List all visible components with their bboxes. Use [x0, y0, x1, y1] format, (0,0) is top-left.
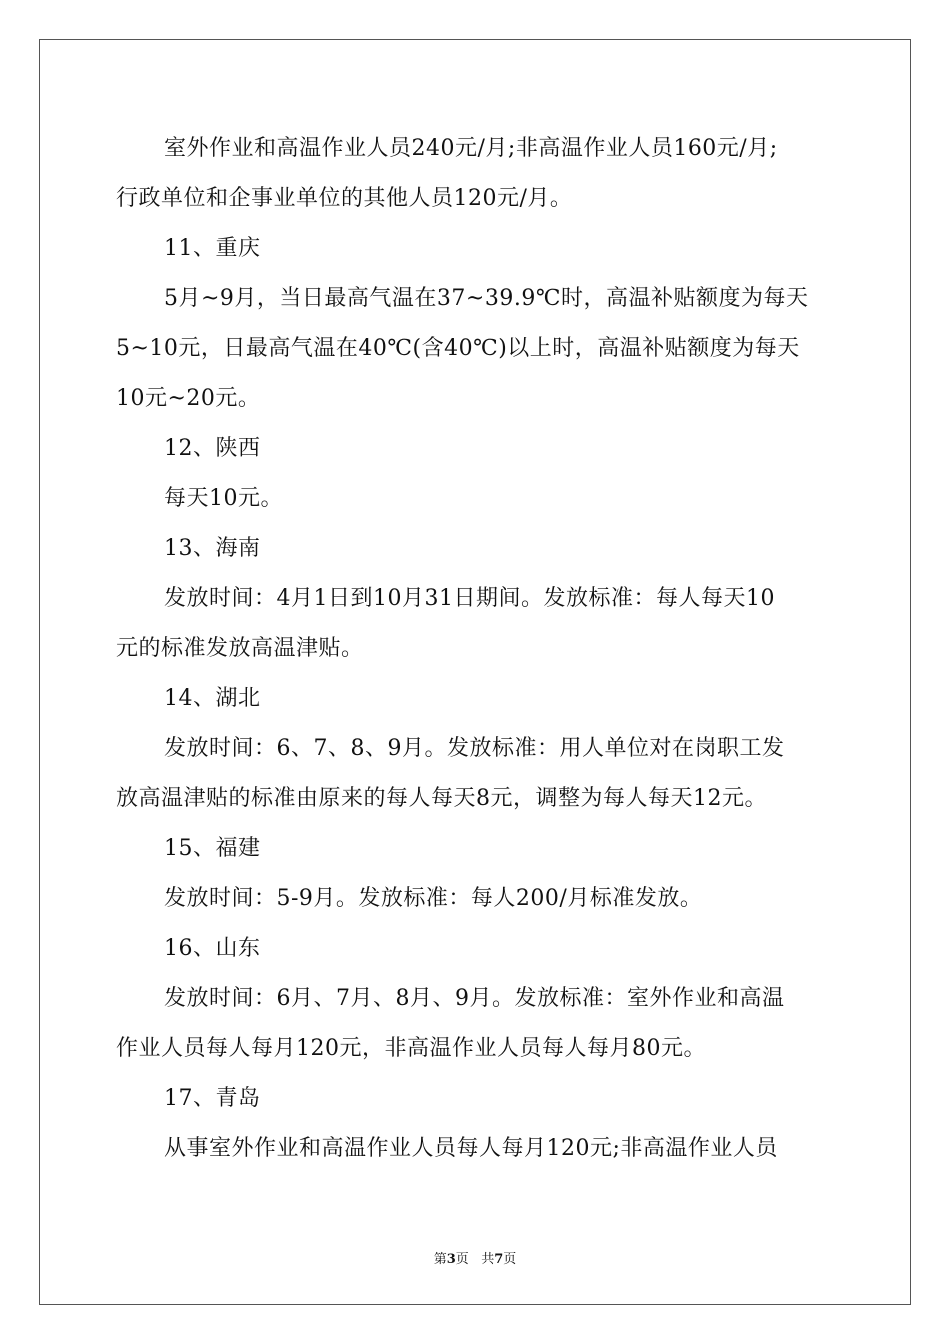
paragraph-line: 发放时间：6、7、8、9月。发放标准：用人单位对在岗职工发 — [164, 736, 785, 761]
section-heading: 12、陕西 — [164, 436, 261, 461]
footer-page-unit: 页 — [455, 1252, 469, 1267]
page-footer — [0, 1248, 950, 1267]
section-heading: 15、福建 — [164, 836, 261, 861]
section-heading: 17、青岛 — [164, 1086, 261, 1111]
section-heading: 14、湖北 — [164, 686, 261, 711]
section-heading: 13、海南 — [164, 536, 261, 561]
paragraph-line: 每天10元。 — [164, 486, 283, 511]
section-heading: 16、山东 — [164, 936, 261, 961]
paragraph-line: 发放时间：6月、7月、8月、9月。发放标准：室外作业和高温 — [164, 986, 785, 1011]
footer-total-prefix: 共 — [481, 1252, 495, 1267]
paragraph-line: 作业人员每人每月120元，非高温作业人员每人每月80元。 — [116, 1036, 706, 1061]
paragraph-line: 行政单位和企事业单位的其他人员120元/月。 — [116, 186, 573, 211]
paragraph-line: 室外作业和高温作业人员240元/月;非高温作业人员160元/月; — [164, 136, 778, 161]
paragraph-line: 发放时间：4月1日到10月31日期间。发放标准：每人每天10 — [164, 586, 775, 611]
paragraph-line: 5月~9月，当日最高气温在37~39.9℃时，高温补贴额度为每天 — [164, 286, 809, 311]
footer-total-unit: 页 — [503, 1252, 517, 1267]
paragraph-line: 10元~20元。 — [116, 386, 261, 411]
paragraph-line: 元的标准发放高温津贴。 — [116, 636, 364, 661]
document-body — [116, 124, 840, 1174]
paragraph-line: 放高温津贴的标准由原来的每人每天8元，调整为每人每天12元。 — [116, 786, 767, 811]
current-page-number: 3 — [446, 1252, 456, 1267]
footer-prefix: 第 — [433, 1252, 447, 1267]
paragraph-line: 5~10元，日最高气温在40℃(含40℃)以上时，高温补贴额度为每天 — [116, 336, 800, 361]
total-pages-number: 7 — [494, 1252, 504, 1267]
paragraph-line: 发放时间：5-9月。发放标准：每人200/月标准发放。 — [164, 886, 703, 911]
paragraph-line: 从事室外作业和高温作业人员每人每月120元;非高温作业人员 — [164, 1136, 778, 1161]
section-heading: 11、重庆 — [164, 236, 261, 261]
